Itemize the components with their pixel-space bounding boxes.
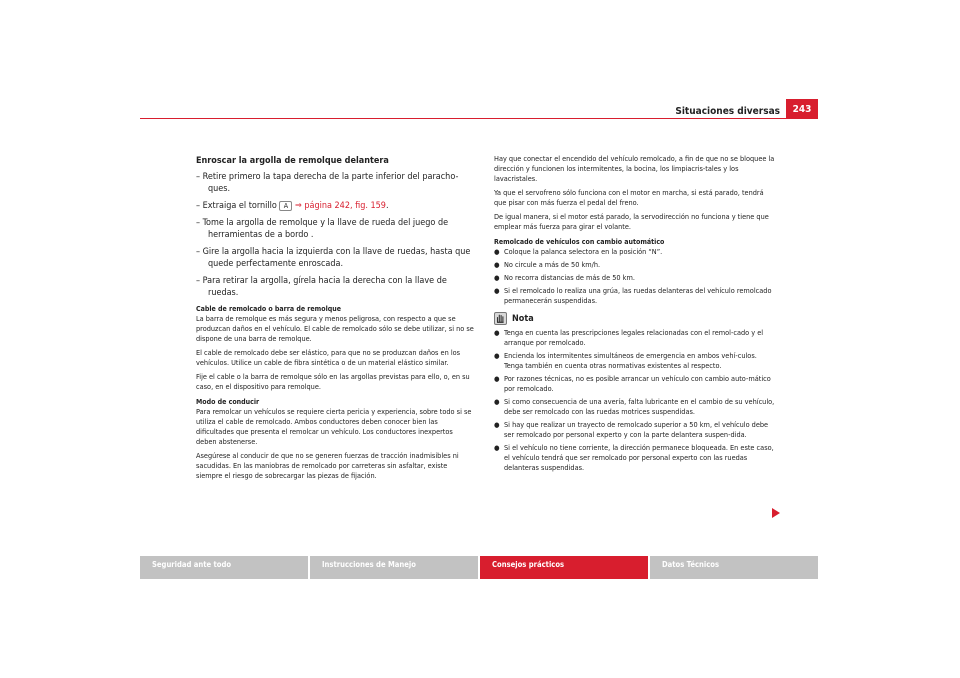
bullet-item: ● Por razones técnicas, no es posible arrancar un vehículo con cambio auto-mático por remolcado. — [494, 374, 776, 394]
page-number: 243 — [786, 99, 818, 119]
paragraph: Fije el cable o la barra de remolque sólo en las argollas previstas para ello, o, en su caso, en el dispositivo para remolque. — [196, 372, 470, 391]
page-link[interactable]: ⇒ página 242, fig. 159 — [295, 201, 386, 211]
step-item: – Retire primero la tapa derecha de la parte inferior del paracho-ques. — [196, 172, 459, 194]
bullet-item: ● Encienda los intermitentes simultáneos de emergencia en ambos vehí-culos. Tenga también en cuenta otras normativas existentes al respecto. — [494, 351, 776, 371]
footer-nav — [140, 556, 818, 579]
bullet-item: ● Si el vehículo no tiene corriente, la dirección permanece bloqueada. En este caso, el vehículo tendrá que ser remolcado por personal experto con las ruedas delanteras suspendidas. — [494, 443, 776, 473]
step-item: – Gire la argolla hacia la izquierda con la llave de ruedas, hasta que quede perfectamente enroscada. — [196, 247, 471, 269]
right-column — [494, 154, 776, 476]
bullet-item: ● Tenga en cuenta las prescripciones legales relacionadas con el remol-cado y el arranque por remolcado. — [494, 328, 776, 348]
bullet-item: ● Si como consecuencia de una avería, falta lubricante en el cambio de su vehículo, debe ser remolcado con las ruedas motrices suspendidas. — [494, 397, 776, 417]
nota-header — [494, 312, 776, 325]
left-column — [196, 156, 474, 485]
footer-tab-instrucciones[interactable]: Instrucciones de Manejo — [310, 556, 478, 579]
bullet-item: ● Si hay que realizar un trayecto de remolcado superior a 50 km, el vehículo debe ser remolcado por personal experto y con la parte delantera suspen-dida. — [494, 420, 776, 440]
bullet-item: ● No circule a más de 50 km/h. — [494, 260, 776, 270]
header-title: Situaciones diversas — [675, 106, 780, 117]
step-text: Retire primero la tapa derecha de la parte inferior del paracho-ques. — [202, 172, 459, 194]
paragraph: Para remolcar un vehículos se requiere cierta pericia y experiencia, sobre todo si se utiliza el cable de remolcado. Ambos conductores deben conocer bien las dificultades que presenta el remolcar un vehículo. Los conductores inexpertos deben abstenerse. — [196, 407, 472, 446]
arrow-right-icon[interactable] — [772, 508, 780, 518]
step-text: Para retirar la argolla, gírela hacia la derecha con la llave de ruedas. — [202, 276, 447, 298]
footer-tab-datos[interactable]: Datos Técnicos — [650, 556, 818, 579]
paragraph: Asegúrese al conducir de que no se generen fuerzas de tracción inadmisibles ni sacudidas. En las maniobras de remolcado por carreteras sin asfaltar, existe siempre el riesgo de sobrecargar las piezas de fijación. — [196, 451, 459, 480]
step-item: – Extraiga el tornillo A ⇒ página 242, fig. 159. — [196, 201, 389, 211]
bullet-item: ● No recorra distancias de más de 50 km. — [494, 273, 776, 283]
ref-a-icon: A — [279, 201, 292, 211]
bullet-item: ● Si el remolcado lo realiza una grúa, las ruedas delanteras del vehículo remolcado permanecerán suspendidas. — [494, 286, 776, 306]
paragraph: El cable de remolcado debe ser elástico, para que no se produzcan daños en los vehículos. Utilice un cable de fibra sintética o de un material elástico similar. — [196, 348, 461, 367]
step-item: – Para retirar la argolla, gírela hacia la derecha con la llave de ruedas. — [196, 276, 447, 298]
header-rule — [140, 118, 818, 119]
step-text: Extraiga el tornillo — [202, 201, 277, 211]
subheading: Modo de conducir — [196, 398, 260, 406]
paragraph: De igual manera, si el motor está parado, la servodirección no funciona y tiene que emplear más fuerza para girar el volante. — [494, 212, 769, 231]
step-item: – Tome la argolla de remolque y la llave de rueda del juego de herramientas de a bordo . — [196, 218, 449, 240]
section-title: Enroscar la argolla de remolque delantera — [196, 156, 389, 166]
paragraph: Ya que el servofreno sólo funciona con el motor en marcha, si está parado, tendrá que pisar con más fuerza el pedal del freno. — [494, 188, 764, 207]
footer-tab-consejos[interactable]: Consejos prácticos — [480, 556, 648, 579]
step-text: . — [385, 201, 389, 211]
paragraph: La barra de remolque es más segura y menos peligrosa, con respecto a que se produzcan daños en el vehículo. El cable de remolcado sólo se debe utilizar, si no se dispone de una barra de remolque. — [196, 314, 474, 343]
step-text: Tome la argolla de remolque y la llave de rueda del juego de herramientas de a bordo . — [202, 218, 449, 240]
subheading: Cable de remolcado o barra de remolque — [196, 305, 341, 313]
subheading: Remolcado de vehículos con cambio automático — [494, 238, 665, 246]
step-text: Gire la argolla hacia la izquierda con la llave de ruedas, hasta que quede perfectamente enroscada. — [202, 247, 471, 269]
paragraph: Hay que conectar el encendido del vehículo remolcado, a fin de que no se bloquee la dirección y funcionen los intermitentes, la bocina, los limpiacris-tales y los lavacristales. — [494, 154, 775, 183]
footer-tab-seguridad[interactable]: Seguridad ante todo — [140, 556, 308, 579]
bullet-item: ● Coloque la palanca selectora en la posición “N”. — [494, 247, 776, 257]
nota-label: Nota — [512, 313, 534, 324]
note-hand-icon — [494, 312, 507, 325]
